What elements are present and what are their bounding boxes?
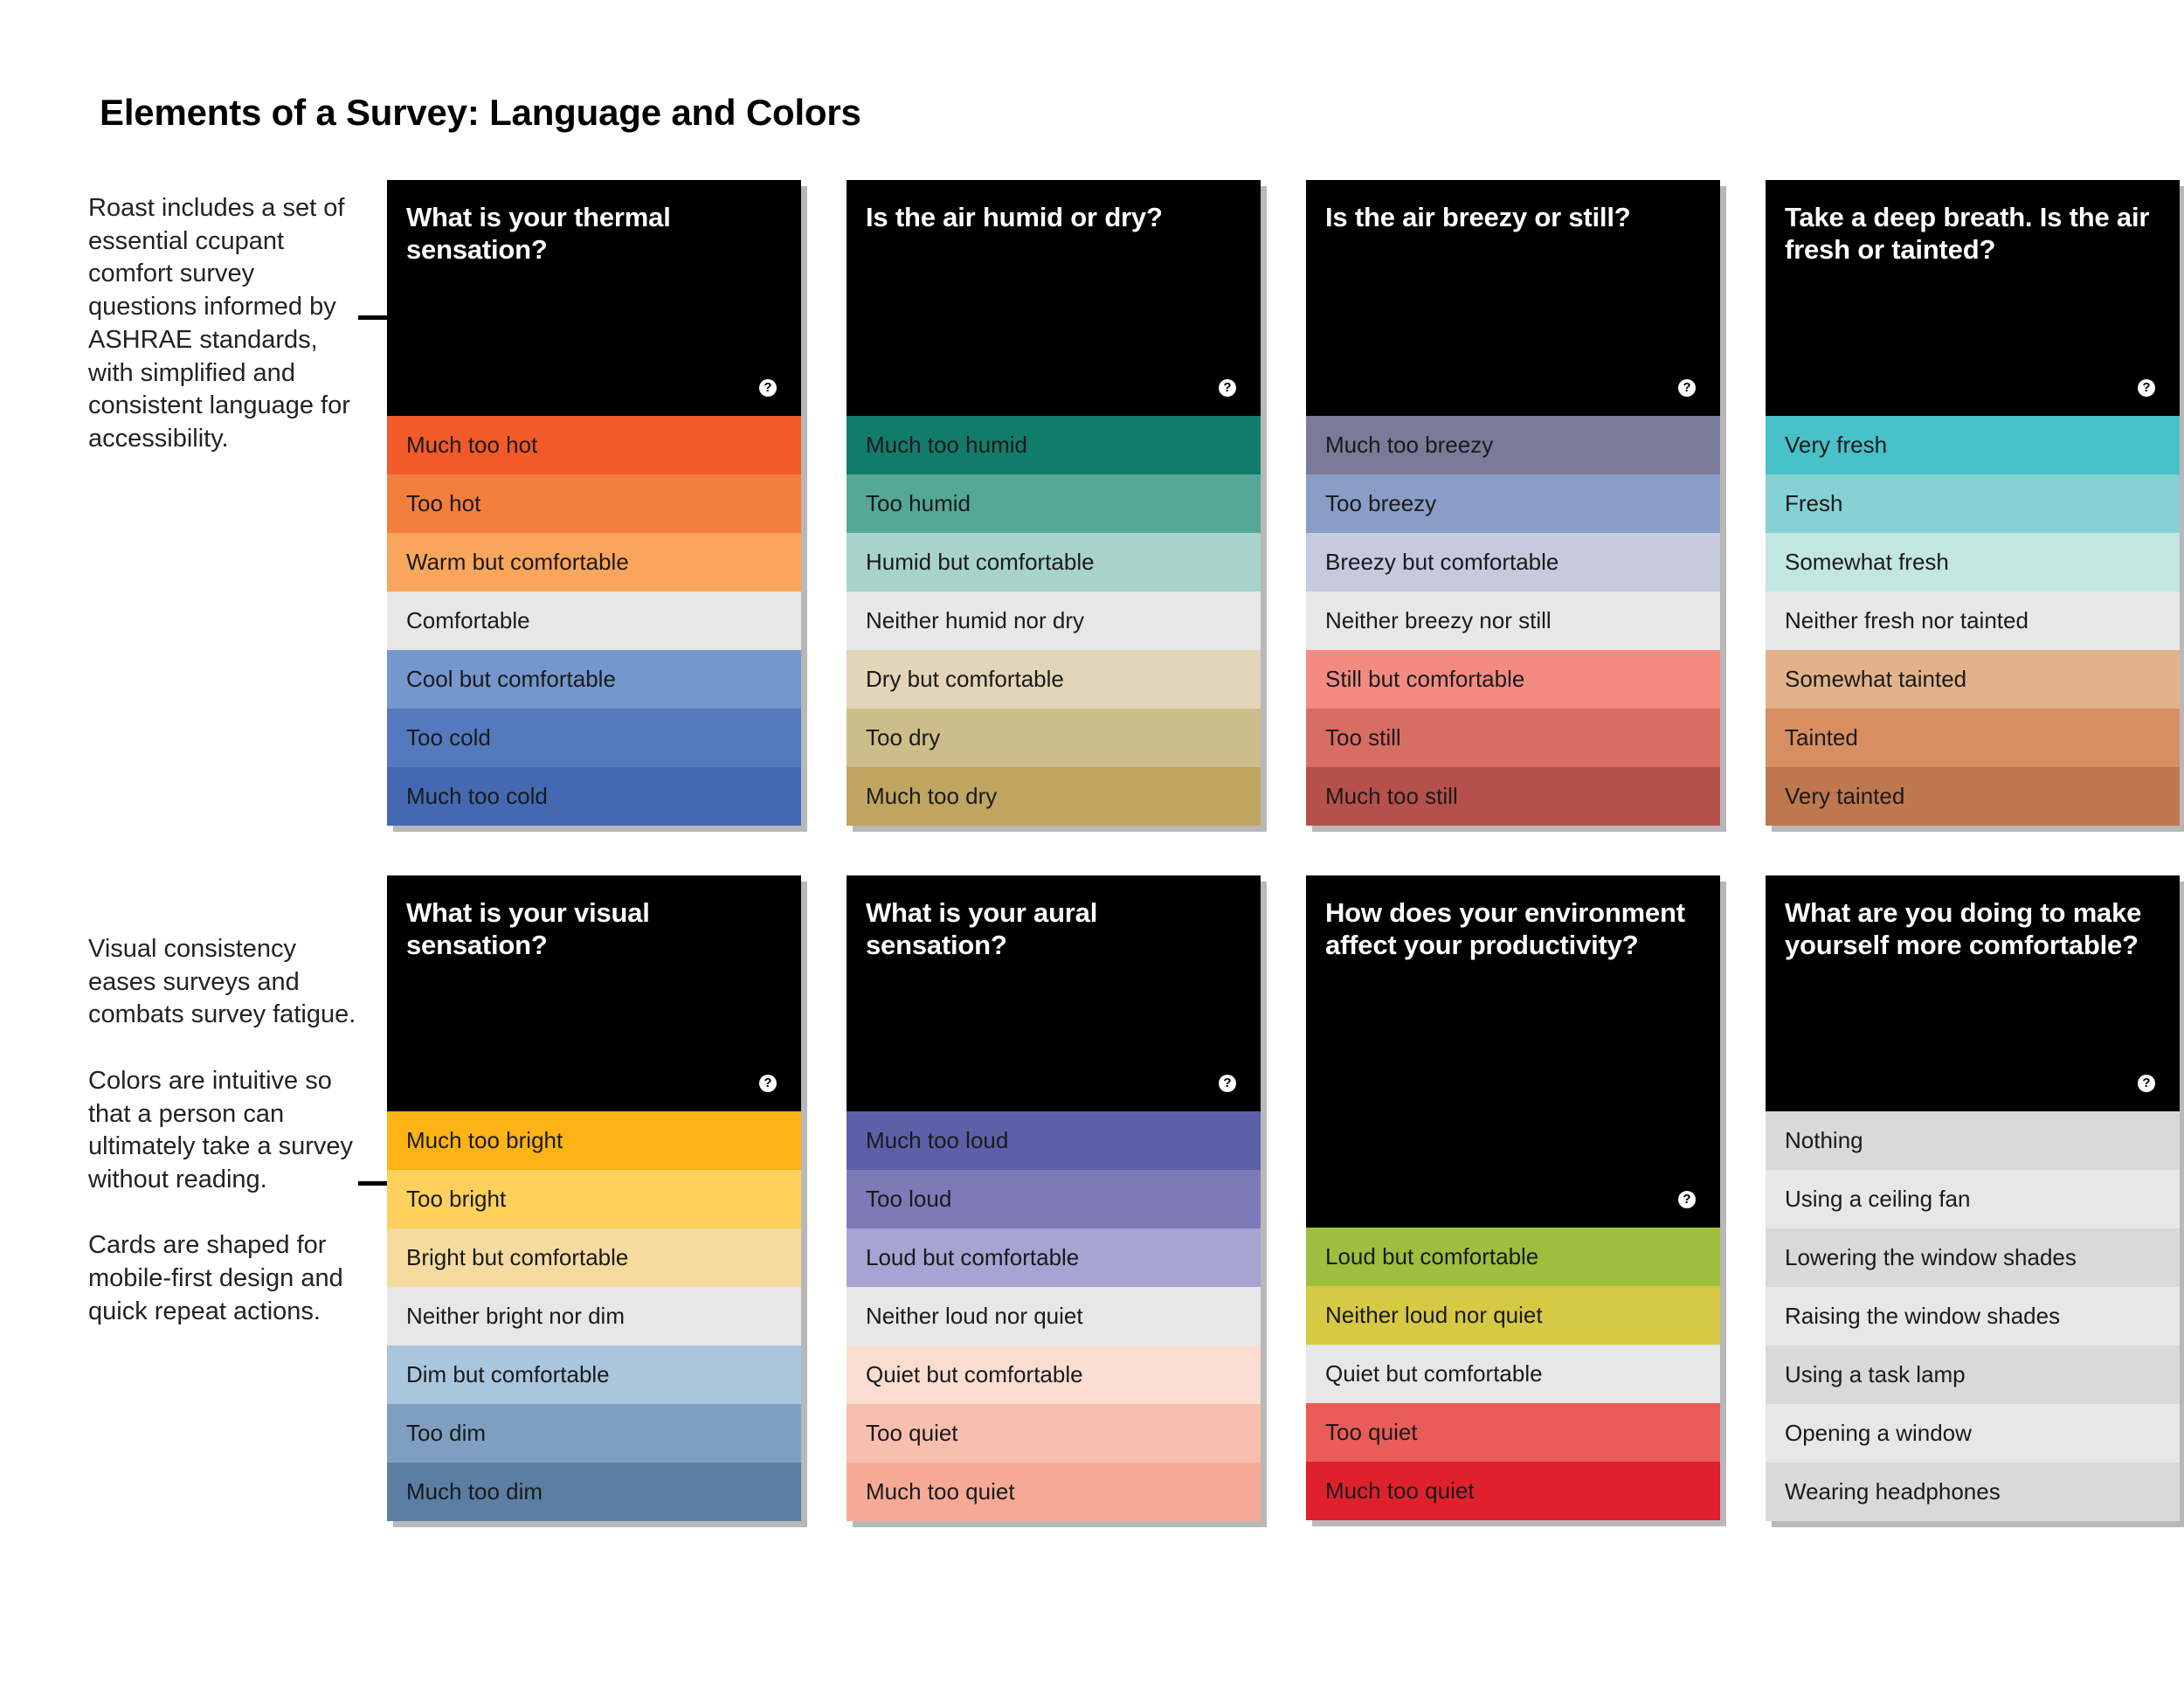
connector-bottom (358, 1181, 387, 1186)
card-option[interactable]: Neither humid nor dry (847, 591, 1261, 650)
card-option[interactable]: Opening a window (1766, 1404, 2180, 1463)
card-option[interactable]: Bright but comfortable (387, 1228, 801, 1287)
card-option[interactable]: Too dry (847, 709, 1261, 767)
card-option[interactable]: Very tainted (1766, 767, 2180, 826)
card-option[interactable]: Cool but comfortable (387, 650, 801, 709)
card-option[interactable]: Humid but comfortable (847, 533, 1261, 591)
card-option[interactable]: Much too still (1306, 767, 1720, 826)
card-option[interactable]: Very fresh (1766, 416, 2180, 474)
card-header (1766, 875, 2180, 1111)
card-option[interactable]: Much too quiet (1306, 1462, 1720, 1520)
card-question: Is the air breezy or still? (1325, 202, 1631, 232)
card-question: What are you doing to make yourself more comfortable? (1785, 897, 2142, 960)
note-bottom-text-2: Colors are intuitive so that a person can ultimately take a survey without reading. (88, 1066, 354, 1193)
card-question: What is your aural sensation? (866, 897, 1098, 960)
card-option[interactable]: Much too dry (847, 767, 1261, 826)
card-option[interactable]: Dry but comfortable (847, 650, 1261, 709)
card-option[interactable]: Neither fresh nor tainted (1766, 591, 2180, 650)
card-option[interactable]: Neither loud nor quiet (847, 1287, 1261, 1346)
help-icon[interactable]: ? (2138, 379, 2155, 397)
card-option[interactable]: Much too humid (847, 416, 1261, 474)
help-icon[interactable]: ? (1678, 379, 1696, 397)
card-option[interactable]: Much too loud (847, 1111, 1261, 1170)
note-bottom (88, 933, 368, 1328)
card-header (1306, 875, 1720, 1228)
card-option[interactable]: Too dim (387, 1404, 801, 1463)
survey-card (1766, 180, 2180, 826)
card-question: Take a deep breath. Is the air fresh or tainted? (1785, 202, 2150, 265)
card-option[interactable]: Neither loud nor quiet (1306, 1286, 1720, 1345)
card-question: How does your environment affect your productivity? (1325, 897, 1685, 960)
card-header (387, 875, 801, 1111)
card-option[interactable]: Much too hot (387, 416, 801, 474)
survey-card (1766, 875, 2180, 1521)
card-option[interactable]: Dim but comfortable (387, 1346, 801, 1404)
card-option[interactable]: Quiet but comfortable (1306, 1345, 1720, 1403)
card-option[interactable]: Raising the window shades (1766, 1287, 2180, 1346)
help-icon[interactable]: ? (759, 379, 777, 397)
card-question: What is your thermal sensation? (406, 202, 671, 265)
card-option[interactable]: Somewhat fresh (1766, 533, 2180, 591)
card-header (387, 180, 801, 416)
survey-card (387, 875, 801, 1521)
card-header (1766, 180, 2180, 416)
card-option[interactable]: Much too dim (387, 1463, 801, 1521)
card-option[interactable]: Much too quiet (847, 1463, 1261, 1521)
help-icon[interactable]: ? (1678, 1191, 1696, 1208)
card-header (847, 875, 1261, 1111)
card-option[interactable]: Much too cold (387, 767, 801, 826)
card-option[interactable]: Nothing (1766, 1111, 2180, 1170)
card-option[interactable]: Too bright (387, 1170, 801, 1228)
card-option[interactable]: Fresh (1766, 474, 2180, 533)
page-title: Elements of a Survey: Language and Colors (100, 92, 861, 133)
card-option[interactable]: Using a task lamp (1766, 1346, 2180, 1404)
card-option[interactable]: Too quiet (847, 1404, 1261, 1463)
card-option[interactable]: Quiet but comfortable (847, 1346, 1261, 1404)
help-icon[interactable]: ? (1219, 1075, 1236, 1092)
survey-card (847, 180, 1261, 826)
card-option[interactable]: Warm but comfortable (387, 533, 801, 591)
card-option[interactable]: Too quiet (1306, 1403, 1720, 1462)
card-question: Is the air humid or dry? (866, 202, 1163, 232)
card-option[interactable]: Too loud (847, 1170, 1261, 1228)
card-option[interactable]: Lowering the window shades (1766, 1228, 2180, 1287)
card-option[interactable]: Tainted (1766, 709, 2180, 767)
note-bottom-text-3: Cards are shaped for mobile-first design and quick repeat actions. (88, 1231, 343, 1325)
help-icon[interactable]: ? (759, 1075, 777, 1092)
card-option[interactable]: Too breezy (1306, 474, 1720, 533)
card-option[interactable]: Too hot (387, 474, 801, 533)
card-option[interactable]: Neither bright nor dim (387, 1287, 801, 1346)
card-option[interactable]: Breezy but comfortable (1306, 533, 1720, 591)
card-question: What is your visual sensation? (406, 897, 650, 960)
card-option[interactable]: Using a ceiling fan (1766, 1170, 2180, 1228)
help-icon[interactable]: ? (2138, 1075, 2155, 1092)
card-option[interactable]: Too humid (847, 474, 1261, 533)
card-option[interactable]: Wearing headphones (1766, 1463, 2180, 1521)
help-icon[interactable]: ? (1219, 379, 1236, 397)
survey-card (1306, 875, 1720, 1520)
card-header (847, 180, 1261, 416)
survey-card (1306, 180, 1720, 826)
card-option[interactable]: Neither breezy nor still (1306, 591, 1720, 650)
card-option[interactable]: Loud but comfortable (847, 1228, 1261, 1287)
card-option[interactable]: Still but comfortable (1306, 650, 1720, 709)
card-option[interactable]: Loud but comfortable (1306, 1228, 1720, 1286)
note-top (88, 192, 368, 456)
connector-top (358, 315, 387, 320)
note-top-text: Roast includes a set of essential ccupant comfort survey questions informed by ASHRAE standards, with simplified and consistent language for accessibility. (88, 194, 350, 453)
card-option[interactable]: Much too breezy (1306, 416, 1720, 474)
card-option[interactable]: Comfortable (387, 591, 801, 650)
card-option[interactable]: Somewhat tainted (1766, 650, 2180, 709)
card-option[interactable]: Too cold (387, 709, 801, 767)
note-bottom-text-1: Visual consistency eases surveys and combats survey fatigue. (88, 935, 356, 1029)
card-option[interactable]: Too still (1306, 709, 1720, 767)
card-option[interactable]: Much too bright (387, 1111, 801, 1170)
survey-card (847, 875, 1261, 1521)
survey-card (387, 180, 801, 826)
card-header (1306, 180, 1720, 416)
